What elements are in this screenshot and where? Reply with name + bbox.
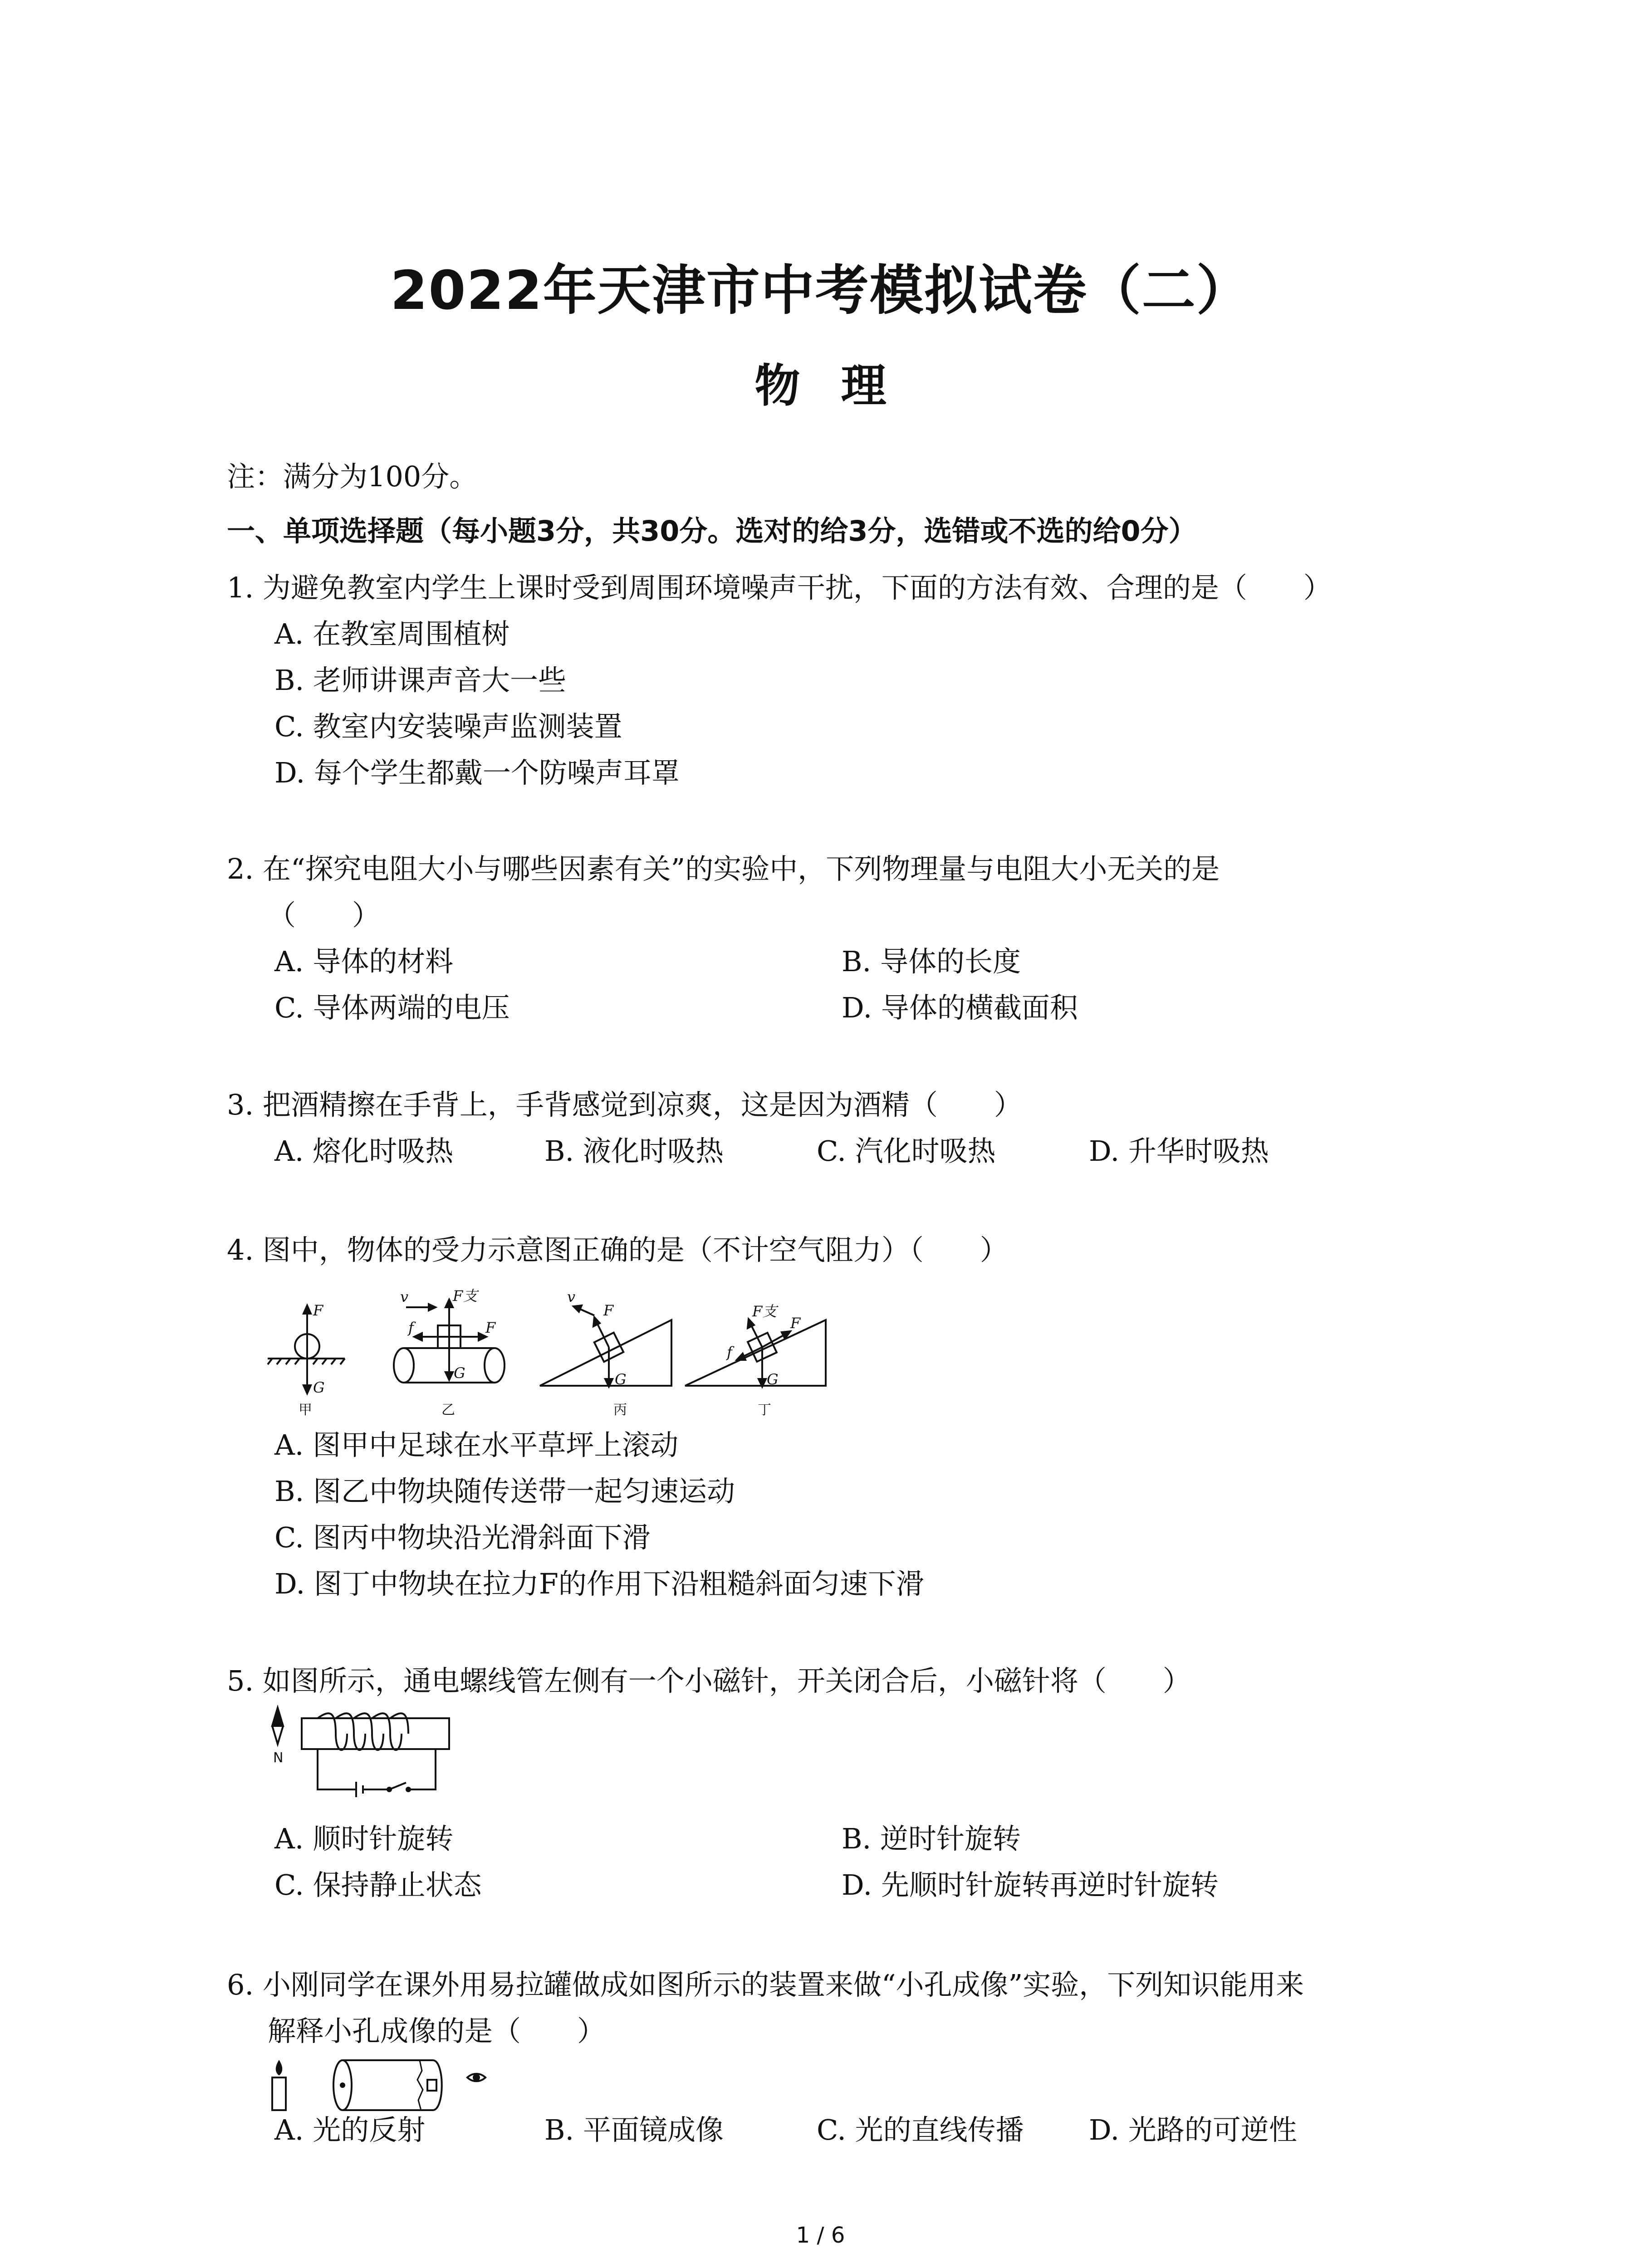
question-1-option-b: B. 老师讲课声音大一些 [274,664,566,697]
bing-g-label: G [615,1371,627,1388]
ding-fsupport-label: F支 [752,1303,777,1320]
yi-f-friction-label: f [408,1319,414,1336]
question-1-option-a: A. 在教室周围植树 [274,617,510,650]
page-number: 1 / 6 [796,2223,845,2248]
bing-v-label: v [567,1288,576,1305]
figure-label-yi: 乙 [441,1402,455,1418]
figure-jia [268,1305,345,1393]
question-5-option-d: D. 先顺时针旋转再逆时针旋转 [842,1868,1219,1901]
figure-label-ding: 丁 [758,1402,771,1418]
question-3-option-b: B. 液化时吸热 [544,1134,724,1168]
solenoid-figure [268,1706,458,1810]
yi-f-label: F [485,1319,496,1336]
question-4-stem: 4. 图中，物体的受力示意图正确的是（不计空气阻力）（ ） [227,1233,1008,1266]
question-5-option-b: B. 逆时针旋转 [842,1822,1021,1855]
subject-char-2: 理 [841,359,887,412]
subject-title [0,349,1641,415]
question-4-option-a: A. 图甲中足球在水平草坪上滚动 [274,1428,679,1461]
bing-f-label: F [603,1302,614,1319]
question-2-option-c: C. 导体两端的电压 [274,991,510,1024]
question-2-option-b: B. 导体的长度 [842,945,1021,978]
question-1-stem: 1. 为避免教室内学生上课时受到周围环境噪声干扰，下面的方法有效、合理的是（ ） [227,571,1332,604]
jia-f-label: F [313,1302,323,1319]
figure-yi [394,1300,505,1383]
needle-n-label: N [273,1750,284,1766]
yi-fsupport-label: F支 [453,1287,478,1305]
question-6-option-b: B. 平面镜成像 [544,2113,724,2146]
force-diagram-figure [268,1279,839,1429]
question-3-option-c: C. 汽化时吸热 [817,1134,996,1168]
question-2-stem: 2. 在“探究电阻大小与哪些因素有关”的实验中，下列物理量与电阻大小无关的是 [227,852,1220,885]
figure-label-bing: 丙 [613,1402,627,1418]
question-1-option-d: D. 每个学生都戴一个防噪声耳罩 [274,756,680,789]
question-4-option-d: D. 图丁中物块在拉力F的作用下沿粗糙斜面匀速下滑 [274,1567,924,1600]
figure-ding [685,1319,826,1387]
yi-g-label: G [454,1364,465,1382]
question-3-option-d: D. 升华时吸热 [1089,1134,1269,1168]
question-2-option-a: A. 导体的材料 [274,945,454,978]
question-5-option-a: A. 顺时针旋转 [274,1822,454,1855]
question-6-option-c: C. 光的直线传播 [817,2113,1024,2146]
subject-char-1: 物 [754,359,800,412]
question-3-option-a: A. 熔化时吸热 [274,1134,454,1168]
ding-g-label: G [767,1371,779,1388]
ding-f-friction-label: f [727,1344,732,1361]
question-6-stem: 6. 小刚同学在课外用易拉罐做成如图所示的装置来做“小孔成像”实验，下列知识能用来 [227,1968,1304,2001]
question-6-option-d: D. 光路的可逆性 [1089,2113,1297,2146]
exam-title: 2022年天津市中考模拟试卷（二） [390,259,1251,322]
yi-v-label: v [400,1288,409,1305]
question-6-option-a: A. 光的反射 [274,2113,426,2146]
ding-f-label: F [790,1315,801,1332]
question-5-option-c: C. 保持静止状态 [274,1868,482,1901]
question-2-stem-cont: （ ） [268,899,381,932]
figure-label-jia: 甲 [299,1402,312,1418]
exam-note: 注：满分为100分。 [227,460,478,493]
question-6-stem-cont: 解释小孔成像的是（ ） [268,2014,606,2048]
question-4-option-b: B. 图乙中物块随传送带一起匀速运动 [274,1475,735,1508]
question-2-option-d: D. 导体的横截面积 [842,991,1078,1024]
question-4-option-c: C. 图丙中物块沿光滑斜面下滑 [274,1521,651,1554]
question-5-stem: 5. 如图所示，通电螺线管左侧有一个小磁针，开关闭合后，小磁针将（ ） [227,1664,1191,1697]
section-heading: 一、单项选择题（每小题3分，共30分。选对的给3分，选错或不选的给0分） [227,514,1197,547]
pinhole-camera-figure [263,2057,499,2116]
question-1-option-c: C. 教室内安装噪声监测装置 [274,710,622,743]
jia-g-label: G [313,1379,325,1396]
question-3-stem: 3. 把酒精擦在手背上，手背感觉到凉爽，这是因为酒精（ ） [227,1088,1022,1121]
